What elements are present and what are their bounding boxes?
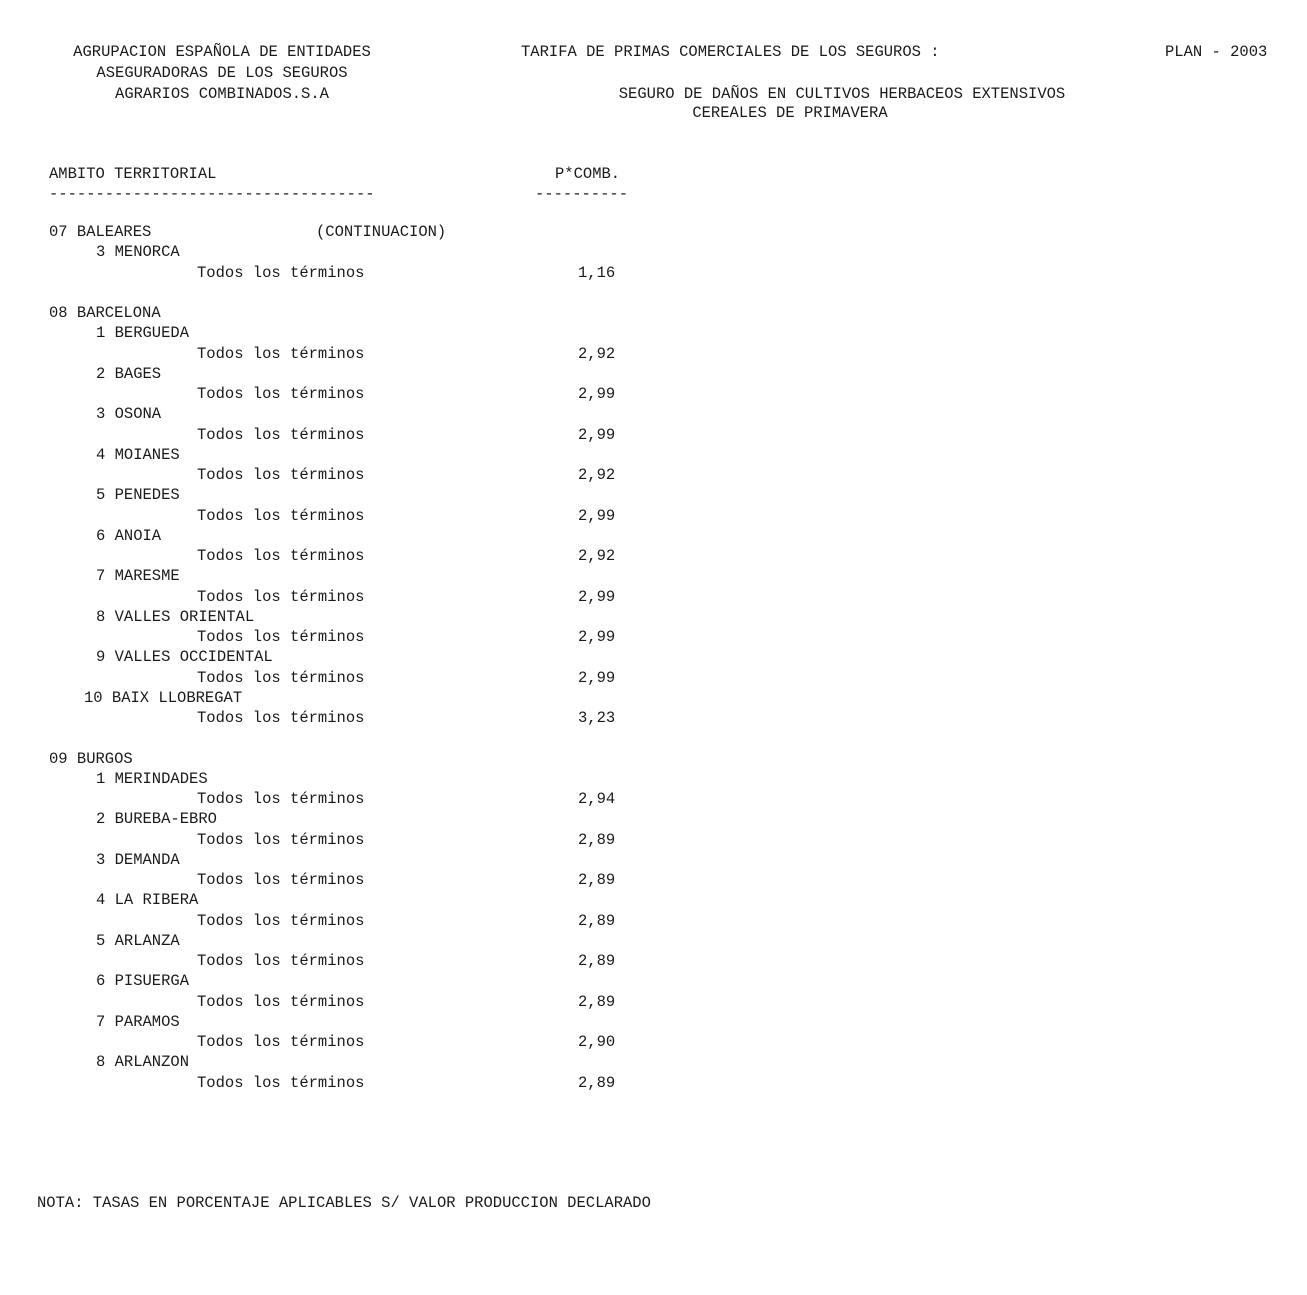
term-label: Todos los términos (197, 628, 365, 646)
comarca-name: 8 VALLES ORIENTAL (96, 607, 255, 626)
comarca-name: 7 PARAMOS (96, 1012, 180, 1031)
term-row (0, 992, 700, 1012)
comarca-row (0, 769, 700, 789)
tariff-title: TARIFA DE PRIMAS COMERCIALES DE LOS SEGUROS : (521, 43, 940, 61)
rate-value: 2,99 (578, 668, 616, 687)
term-row (0, 384, 700, 404)
comarca-name: 3 DEMANDA (96, 850, 180, 869)
org-name-line-3: AGRARIOS COMBINADOS.S.A (115, 85, 329, 103)
rate-value: 2,89 (578, 1073, 616, 1092)
term-label: Todos los términos (197, 992, 365, 1011)
term-label: Todos los términos (197, 668, 365, 687)
province-name: 09 BURGOS (49, 749, 133, 768)
comarca-row (0, 647, 700, 667)
term-row (0, 870, 700, 890)
term-row (0, 627, 700, 647)
term-label: Todos los términos (197, 911, 365, 930)
term-row (0, 425, 700, 445)
comarca-name: 8 ARLANZON (96, 1053, 190, 1072)
comarca-name: 4 MOIANES (96, 445, 180, 464)
footer-note: NOTA: TASAS EN PORCENTAJE APLICABLES S/ VALOR PRODUCCION DECLARADO (37, 1194, 651, 1212)
comarca-row (0, 688, 700, 708)
term-row (0, 830, 700, 850)
comarca-name: 10 BAIX LLOBREGAT (84, 688, 243, 707)
org-name-line-2: ASEGURADORAS DE LOS SEGUROS (96, 64, 348, 82)
comarca-row (0, 1012, 700, 1032)
comarca-name: 7 MARESME (96, 567, 180, 586)
province-row (0, 222, 700, 242)
term-label: Todos los términos (197, 385, 365, 403)
rate-value: 2,92 (578, 547, 616, 565)
comarca-row (0, 364, 700, 384)
rate-value: 2,94 (578, 790, 616, 808)
term-row (0, 263, 700, 283)
comarca-name: 6 ANOIA (96, 526, 162, 545)
rate-value: 2,99 (578, 628, 616, 646)
comarca-name: 3 MENORCA (96, 243, 180, 262)
province-name: 07 BALEARES (49, 223, 152, 241)
column-header-pcomb: P*COMB. (555, 165, 621, 183)
comarca-row (0, 323, 700, 343)
term-row (0, 668, 700, 688)
term-row (0, 546, 700, 566)
rate-value: 2,99 (578, 385, 616, 403)
term-label: Todos los términos (197, 830, 365, 849)
insurance-line-1: SEGURO DE DAÑOS EN CULTIVOS HERBACEOS EXTENSIVOS (618, 85, 1066, 103)
column-header-pcomb-rule: ---------- (535, 185, 629, 203)
term-row (0, 911, 700, 931)
term-label: Todos los términos (197, 466, 365, 484)
rate-value: 2,89 (578, 871, 616, 889)
comarca-name: 1 BERGUEDA (96, 324, 190, 343)
comarca-name: 4 LA RIBERA (96, 891, 199, 910)
term-label: Todos los términos (197, 871, 365, 889)
comarca-name: 5 PENEDES (96, 486, 180, 505)
comarca-name: 6 PISUERGA (96, 972, 190, 991)
comarca-row (0, 1052, 700, 1072)
comarca-name: 3 OSONA (96, 405, 162, 424)
comarca-row (0, 607, 700, 627)
insurance-line-2: CEREALES DE PRIMAVERA (692, 104, 888, 122)
term-label: Todos los términos (197, 263, 365, 282)
term-row (0, 506, 700, 526)
rate-value: 2,89 (578, 952, 616, 970)
province-row (0, 749, 700, 769)
rate-value: 3,23 (578, 709, 616, 727)
comarca-row (0, 404, 700, 424)
comarca-row (0, 566, 700, 586)
comarca-row (0, 971, 700, 991)
comarca-row (0, 242, 700, 262)
continuation-note: (CONTINUACION) (316, 223, 447, 241)
province-name: 08 BARCELONA (49, 304, 161, 322)
comarca-row (0, 850, 700, 870)
term-label: Todos los términos (197, 709, 365, 727)
plan-label: PLAN - 2003 (1165, 43, 1268, 61)
term-row (0, 344, 700, 364)
comarca-name: 9 VALLES OCCIDENTAL (96, 648, 273, 667)
comarca-name: 2 BUREBA-EBRO (96, 810, 217, 829)
comarca-row (0, 809, 700, 829)
rate-value: 2,92 (578, 466, 616, 484)
column-header-ambito-rule: ----------------------------------- (49, 185, 375, 203)
comarca-row (0, 526, 700, 546)
term-row (0, 789, 700, 809)
comarca-name: 1 MERINDADES (96, 769, 208, 788)
province-row (0, 303, 700, 323)
term-row (0, 1073, 700, 1093)
rate-value: 2,99 (578, 587, 616, 606)
comarca-name: 5 ARLANZA (96, 931, 180, 950)
term-label: Todos los términos (197, 952, 365, 970)
term-label: Todos los términos (197, 425, 365, 444)
rate-value: 2,89 (578, 830, 616, 849)
rate-value: 2,89 (578, 992, 616, 1011)
term-label: Todos los términos (197, 587, 365, 606)
rate-value: 2,90 (578, 1033, 616, 1051)
column-header-ambito: AMBITO TERRITORIAL (49, 165, 217, 183)
org-name-line-1: AGRUPACION ESPAÑOLA DE ENTIDADES (73, 43, 371, 61)
term-row (0, 1032, 700, 1052)
term-label: Todos los términos (197, 506, 365, 525)
rate-value: 2,99 (578, 425, 616, 444)
comarca-row (0, 890, 700, 910)
rate-value: 2,92 (578, 344, 616, 363)
rate-value: 2,89 (578, 911, 616, 930)
term-row (0, 465, 700, 485)
comarca-name: 2 BAGES (96, 364, 162, 383)
term-label: Todos los términos (197, 790, 365, 808)
tariff-listing (0, 222, 700, 1093)
comarca-row (0, 485, 700, 505)
term-row (0, 708, 700, 728)
term-label: Todos los términos (197, 547, 365, 565)
term-label: Todos los términos (197, 1033, 365, 1051)
term-row (0, 951, 700, 971)
comarca-row (0, 445, 700, 465)
term-row (0, 587, 700, 607)
comarca-row (0, 931, 700, 951)
rate-value: 2,99 (578, 506, 616, 525)
term-label: Todos los términos (197, 344, 365, 363)
rate-value: 1,16 (578, 263, 616, 282)
term-label: Todos los términos (197, 1073, 365, 1092)
